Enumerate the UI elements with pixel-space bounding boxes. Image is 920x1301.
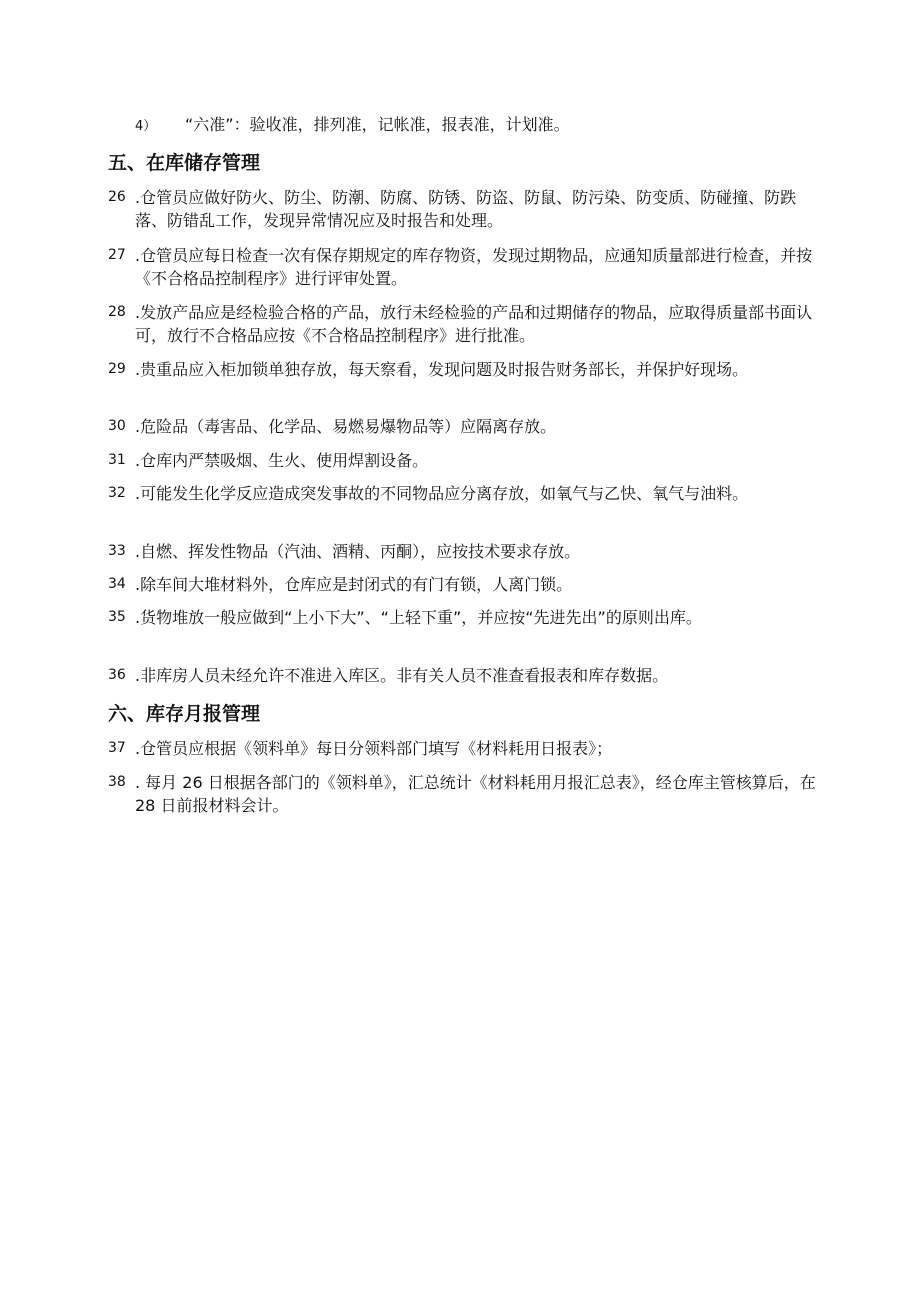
item-number: 27 [108,247,126,263]
item-number: 37 [108,740,126,756]
item-number: 32 [108,485,126,501]
item-text: .仓管员应做好防火、防尘、防潮、防腐、防锈、防盗、防鼠、防污染、防变质、防碰撞、防跌落、防错乱工作，发现异常情况应及时报告和处理。 [135,188,797,230]
section-heading-storage: 五、在库储存管理 [108,152,261,174]
item-number: 28 [108,304,126,320]
item-text: .自燃、挥发性物品（汽油、酒精、丙酮），应按技术要求存放。 [135,542,581,561]
item-text: .贵重品应入柜加锁单独存放，每天察看，发现问题及时报告财务部长，并保护好现场。 [135,360,749,379]
item-number: 36 [108,667,126,683]
item-text: .非库房人员未经允许不准进入库区。非有关人员不准查看报表和库存数据。 [135,666,669,685]
sub-item-text: “六准”：验收准，排列准，记帐准，报表准，计划准。 [185,115,570,134]
item-text: . 每月 26 日根据各部门的《领料单》，汇总统计《材料耗用月报汇总表》，经仓库主管核算后，在 28 日前报材料会计。 [135,773,816,815]
item-number: 29 [108,361,126,377]
item-text: .发放产品应是经检验合格的产品，放行未经检验的产品和过期储存的物品，应取得质量部书面认可，放行不合格品应按《不合格品控制程序》进行批准。 [135,303,813,345]
section-heading-monthly-report: 六、库存月报管理 [108,703,261,725]
item-number: 33 [108,543,126,559]
item-text: .可能发生化学反应造成突发事故的不同物品应分离存放，如氧气与乙快、氧气与油料。 [135,484,749,503]
item-number: 30 [108,418,126,434]
item-text: .仓库内严禁吸烟、生火、使用焊割设备。 [135,451,429,470]
item-text: .仓管员应根据《领料单》每日分领料部门填写《材料耗用日报表》； [135,739,613,758]
item-text: .货物堆放一般应做到“上小下大”、“上轻下重”，并应按“先进先出”的原则出库。 [135,608,702,627]
item-text: .仓管员应每日检查一次有保存期规定的库存物资，发现过期物品，应通知质量部进行检查，并按《不合格品控制程序》进行评审处置。 [135,246,813,288]
item-number: 26 [108,189,126,205]
item-number: 31 [108,452,126,468]
item-number: 38 [108,774,126,790]
item-text: .危险品（毒害品、化学品、易燃易爆物品等）应隔离存放。 [135,417,557,436]
sub-item-six-accuracies [135,114,570,138]
sub-item-number: 4） [135,119,157,134]
item-number: 35 [108,609,126,625]
item-number: 34 [108,576,126,592]
item-text: .除车间大堆材料外，仓库应是封闭式的有门有锁，人离门锁。 [135,575,573,594]
